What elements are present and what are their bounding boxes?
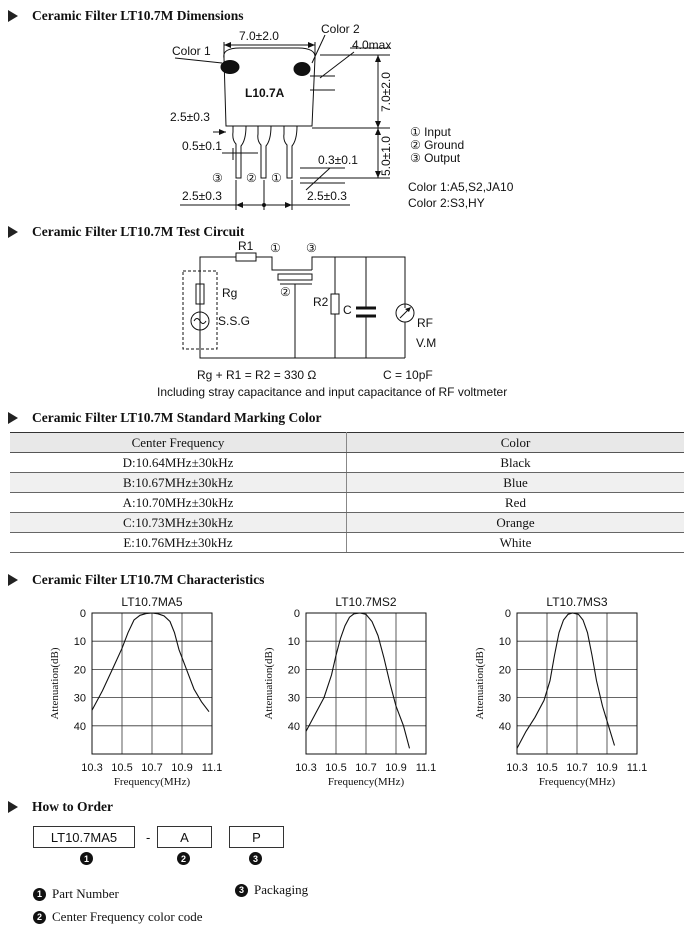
formula-capacitance: C = 10pF xyxy=(383,368,433,382)
section-title: Ceramic Filter LT10.7M Dimensions xyxy=(32,8,244,23)
width-dim-label: 7.0±2.0 xyxy=(239,29,279,43)
frequency-code-box: A xyxy=(157,826,212,848)
frequency-cell: B:10.67MHz±30kHz xyxy=(10,473,347,493)
chart-title: LT10.7MA5 xyxy=(121,595,183,609)
y-tick-label: 0 xyxy=(293,608,300,620)
y-tick-label: 20 xyxy=(287,664,300,677)
formula-resistance: Rg + R1 = R2 = 330 Ω xyxy=(197,368,317,382)
order-legend-frequency-code xyxy=(33,909,203,925)
pin2-marker: ② xyxy=(246,171,257,185)
triangle-bullet-icon xyxy=(8,226,18,238)
x-tick-label: 10.3 xyxy=(81,762,103,774)
chart-title: LT10.7MS3 xyxy=(546,595,608,609)
pin1-marker: ① xyxy=(271,171,282,185)
section-title: How to Order xyxy=(32,799,113,814)
x-axis-label: Frequency(MHz) xyxy=(538,776,616,788)
x-tick-label: 10.5 xyxy=(325,762,347,774)
pin3-circuit-label: ③ xyxy=(306,241,317,255)
order-legend-packaging xyxy=(235,882,308,898)
color-cell: Blue xyxy=(347,473,685,493)
resistor-r1 xyxy=(236,253,256,261)
marking-color-table xyxy=(10,432,684,553)
y-tick-label: 10 xyxy=(73,636,86,649)
color-note-1: Color 1:A5,S2,JA10 xyxy=(408,180,514,194)
number-badge-3: 3 xyxy=(249,852,262,865)
c-label: C xyxy=(343,303,352,317)
y-tick-label: 20 xyxy=(73,664,86,677)
x-tick-label: 10.7 xyxy=(355,762,377,774)
legend-text: Center Frequency color code xyxy=(52,909,203,924)
y-tick-label: 30 xyxy=(73,692,86,705)
x-axis-label: Frequency(MHz) xyxy=(327,776,405,788)
x-tick-label: 10.9 xyxy=(596,762,618,774)
attenuation-curve xyxy=(306,613,410,748)
rg-label: Rg xyxy=(222,286,238,300)
legend-text: Part Number xyxy=(52,886,119,901)
section-title: Ceramic Filter LT10.7M Test Circuit xyxy=(32,224,245,239)
chart-title: LT10.7MS2 xyxy=(335,595,397,609)
pin-legend-ground: ② Ground xyxy=(410,138,465,152)
pin1-circuit-label: ① xyxy=(270,241,281,255)
y-tick-label: 30 xyxy=(498,692,511,705)
order-dash: - xyxy=(146,830,151,845)
frequency-cell: C:10.73MHz±30kHz xyxy=(10,513,347,533)
attenuation-curve xyxy=(92,613,209,712)
triangle-bullet-icon xyxy=(8,801,18,813)
pitch-left-label: 2.5±0.3 xyxy=(182,189,222,203)
pitch-right-label: 2.5±0.3 xyxy=(307,189,347,203)
resistor-r2 xyxy=(331,294,339,314)
number-badge-3: 3 xyxy=(235,884,248,897)
header-center-frequency: Center Frequency xyxy=(10,433,347,453)
color-cell: White xyxy=(347,533,685,553)
part-number-box: LT10.7MA5 xyxy=(33,826,135,848)
y-tick-label: 0 xyxy=(504,608,511,620)
triangle-bullet-icon xyxy=(8,574,18,586)
section-title: Ceramic Filter LT10.7M Standard Marking Color xyxy=(32,410,322,425)
color-cell: Orange xyxy=(347,513,685,533)
circuit-note: Including stray capacitance and input capacitance of RF voltmeter xyxy=(157,385,508,399)
y-tick-label: 40 xyxy=(498,720,511,733)
ssg-label: S.S.G xyxy=(218,314,251,328)
color-note-2: Color 2:S3,HY xyxy=(408,196,485,210)
frequency-cell: E:10.76MHz±30kHz xyxy=(10,533,347,553)
y-axis-label: Attenuation(dB) xyxy=(49,647,61,720)
order-legend-part-number xyxy=(33,886,119,902)
x-axis-label: Frequency(MHz) xyxy=(113,776,191,788)
test-circuit-diagram xyxy=(0,238,692,403)
x-tick-label: 10.9 xyxy=(385,762,407,774)
y-tick-label: 10 xyxy=(287,636,300,649)
lead-1 xyxy=(284,126,297,178)
number-badge-1: 1 xyxy=(80,852,93,865)
y-tick-label: 10 xyxy=(498,636,511,649)
triangle-bullet-icon xyxy=(8,412,18,424)
body-mark-label: L10.7A xyxy=(245,86,285,100)
x-tick-label: 10.3 xyxy=(506,762,528,774)
lead-width-label: 0.5±0.1 xyxy=(182,139,222,153)
r2-label: R2 xyxy=(313,295,329,309)
table-header-row xyxy=(10,433,684,453)
x-tick-label: 11.1 xyxy=(415,762,437,774)
y-axis-label: Attenuation(dB) xyxy=(263,647,275,720)
y-tick-label: 30 xyxy=(287,692,300,705)
lead-thickness-label: 0.3±0.1 xyxy=(318,153,358,167)
section-title: Ceramic Filter LT10.7M Characteristics xyxy=(32,572,265,587)
dimension-drawing xyxy=(0,0,692,220)
y-tick-label: 20 xyxy=(498,664,511,677)
x-tick-label: 10.9 xyxy=(171,762,193,774)
pin-legend-input: ① Input xyxy=(410,125,451,139)
x-tick-label: 10.7 xyxy=(141,762,163,774)
table-row xyxy=(10,473,684,493)
color2-label: Color 2 xyxy=(321,22,360,36)
pin2-circuit-label: ② xyxy=(280,285,291,299)
frequency-cell: D:10.64MHz±30kHz xyxy=(10,453,347,473)
characteristics-charts xyxy=(0,588,692,798)
lead-3 xyxy=(233,126,246,178)
section-heading-order xyxy=(8,799,113,815)
header-color: Color xyxy=(347,433,685,453)
thickness-dim-label: 4.0max xyxy=(352,38,392,52)
lead-length-dim-label: 5.0±1.0 xyxy=(379,136,393,176)
table-row xyxy=(10,453,684,473)
x-tick-label: 10.3 xyxy=(295,762,317,774)
y-tick-label: 40 xyxy=(73,720,86,733)
table-row xyxy=(10,513,684,533)
attenuation-curve xyxy=(517,613,615,748)
x-tick-label: 11.1 xyxy=(201,762,223,774)
height-dim-label: 7.0±2.0 xyxy=(379,72,393,112)
r1-label: R1 xyxy=(238,239,254,253)
x-tick-label: 10.5 xyxy=(111,762,133,774)
color-dot-2 xyxy=(294,63,310,76)
rf-label: RF xyxy=(417,316,433,330)
lead-2 xyxy=(258,126,271,178)
ceramic-filter-symbol xyxy=(278,274,312,280)
table-row xyxy=(10,493,684,513)
lead-offset-label: 2.5±0.3 xyxy=(170,110,210,124)
pin3-marker: ③ xyxy=(212,171,223,185)
x-tick-label: 10.5 xyxy=(536,762,558,774)
vm-label: V.M xyxy=(416,336,437,350)
y-axis-label: Attenuation(dB) xyxy=(474,647,486,720)
number-badge-2: 2 xyxy=(33,911,46,924)
color-cell: Red xyxy=(347,493,685,513)
section-heading-marking xyxy=(8,410,321,426)
color-dot-1 xyxy=(221,61,239,74)
number-badge-2: 2 xyxy=(177,852,190,865)
section-heading-characteristics xyxy=(8,572,264,588)
pin-legend-output: ③ Output xyxy=(410,151,461,165)
x-tick-label: 10.7 xyxy=(566,762,588,774)
y-tick-label: 40 xyxy=(287,720,300,733)
table-row xyxy=(10,533,684,553)
x-tick-label: 11.1 xyxy=(626,762,648,774)
color-cell: Black xyxy=(347,453,685,473)
number-badge-1: 1 xyxy=(33,888,46,901)
y-tick-label: 0 xyxy=(79,608,86,620)
color1-label: Color 1 xyxy=(172,44,211,58)
frequency-cell: A:10.70MHz±30kHz xyxy=(10,493,347,513)
legend-text: Packaging xyxy=(254,882,309,897)
packaging-box: P xyxy=(229,826,284,848)
